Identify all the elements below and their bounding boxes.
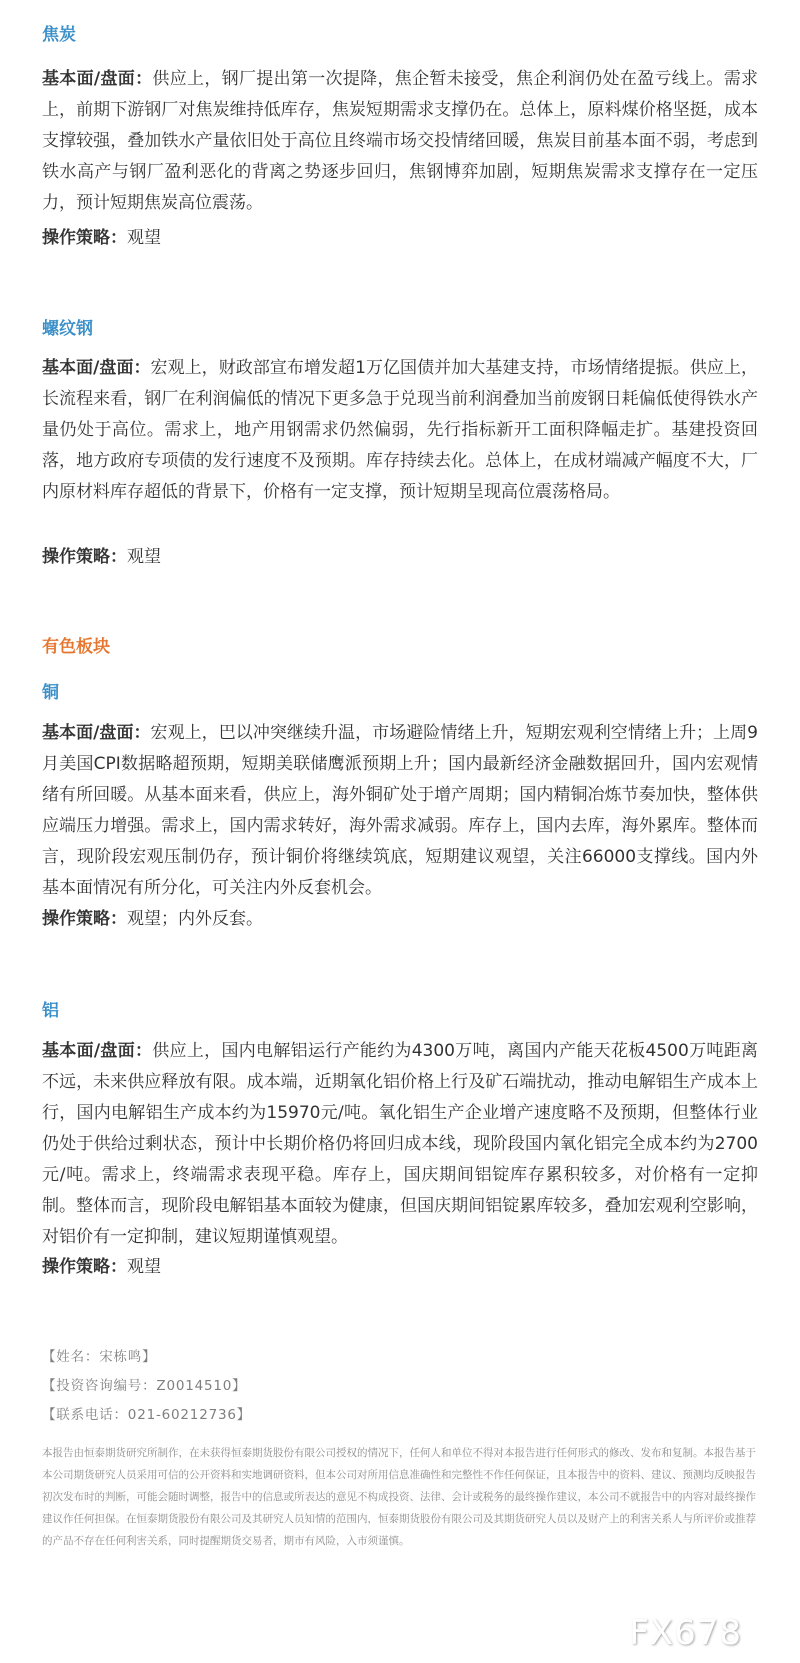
aluminum-basis-text: 供应上，国内电解铝运行产能约为4300万吨，离国内产能天花板4500万吨距离不远，未来供应释放有限。成本端，近期氧化铝价格上行及矿石端扰动，推动电解铝生产成本上行，国内电解铝生产成本约为15970元/吨。氧化铝生产企业增产速度略不及预期，但整体行业仍处于供给过剩状态，预计中长期价格仍将回归成本线，现阶段国内氧化铝完全成本约为2700元/吨。需求上，终端需求表现平稳。库存上，国庆期间铝锭库存累积较多，对价格有一定抑制。整体而言，现阶段电解铝基本面较为健康，但国庆期间铝锭累库较多，叠加宏观利空影响，对铝价有一定抑制，建议短期谨慎观望。 xyxy=(42,1041,758,1247)
coke-strategy-text: 观望 xyxy=(127,228,161,248)
copper-basis-text: 宏观上，巴以冲突继续升温，市场避险情绪上升，短期宏观利空情绪上升；上周9月美国CPI数据略超预期，短期美联储鹰派预期上升；国内最新经济金融数据回升，国内宏观情绪有所回暖。从基本面来看，供应上，海外铜矿处于增产周期；国内精铜冶炼节奏加快，整体供应端压力增强。需求上，国内需求转好，海外需求减弱。库存上，国内去库，海外累库。整体而言，现阶段宏观压制仍存，预计铜价将继续筑底，短期建议观望，关注66000支撑线。国内外基本面情况有所分化，可关注内外反套机会。 xyxy=(42,723,758,898)
coke-strategy-label: 操作策略： xyxy=(42,228,127,248)
copper-strategy-text: 观望；内外反套。 xyxy=(127,909,263,929)
copper-strategy-label: 操作策略： xyxy=(42,909,127,929)
aluminum-basis-paragraph xyxy=(42,1036,758,1253)
contact-license: 【投资咨询编号：Z0014510】 xyxy=(42,1378,247,1394)
copper-basis-label: 基本面/盘面： xyxy=(42,723,151,743)
coke-basis-label: 基本面/盘面： xyxy=(42,69,153,89)
copper-strategy xyxy=(42,904,758,935)
rebar-basis-paragraph xyxy=(42,353,758,508)
coke-strategy xyxy=(42,223,758,254)
aluminum-strategy xyxy=(42,1252,758,1283)
rebar-basis-label: 基本面/盘面： xyxy=(42,358,151,378)
coke-basis-paragraph xyxy=(42,64,758,219)
section-title-rebar: 螺纹钢 xyxy=(42,319,93,339)
disclaimer-text: 本报告由恒泰期货研究所制作，在未获得恒泰期货股份有限公司授权的情况下，任何人和单位不得对本报告进行任何形式的修改、发布和复制。本报告基于本公司期货研究人员采用可信的公开资料和实地调研资料，但本公司对所用信息准确性和完整性不作任何保证，且本报告中的资料、建议、预测均反映报告初次发布时的判断，可能会随时调整，报告中的信息或所表达的意见不构成投资、法律、会计或税务的最终操作建议，本公司不就报告中的内容对最终操作建议作任何担保。在恒泰期货股份有限公司及其研究人员知情的范围内，恒泰期货股份有限公司及其期货研究人员以及财产上的利害关系人与所评价或推荐的产品不存在任何利害关系，同时提醒期货交易者，期市有风险，入市须谨慎。 xyxy=(42,1447,756,1547)
rebar-basis-text: 宏观上，财政部宣布增发超1万亿国债并加大基建支持，市场情绪提振。供应上，长流程来看，钢厂在利润偏低的情况下更多急于兑现当前利润叠加当前废钢日耗偏低使得铁水产量仍处于高位。需求上，地产用钢需求仍然偏弱，先行指标新开工面积降幅走扩。基建投资回落，地方政府专项债的发行速度不及预期。库存持续去化。总体上，在成材端减产幅度不大，厂内原材料库存超低的背景下，价格有一定支撑，预计短期呈现高位震荡格局。 xyxy=(42,358,758,502)
copper-basis-paragraph xyxy=(42,718,758,904)
aluminum-basis-label: 基本面/盘面： xyxy=(42,1041,153,1061)
section-title-coke: 焦炭 xyxy=(42,25,76,45)
section-title-nonferrous: 有色板块 xyxy=(42,637,110,657)
aluminum-strategy-label: 操作策略： xyxy=(42,1257,127,1277)
section-title-aluminum: 铝 xyxy=(42,1001,59,1021)
coke-basis-text: 供应上，钢厂提出第一次提降，焦企暂未接受，焦企利润仍处在盈亏线上。需求上，前期下游钢厂对焦炭维持低库存，焦炭短期需求支撑仍在。总体上，原料煤价格坚挺，成本支撑较强，叠加铁水产量依旧处于高位且终端市场交投情绪回暖，焦炭目前基本面不弱，考虑到铁水高产与钢厂盈利恶化的背离之势逐步回归，焦钢博弈加剧，短期焦炭需求支撑存在一定压力，预计短期焦炭高位震荡。 xyxy=(42,69,759,213)
rebar-strategy xyxy=(42,542,758,573)
rebar-strategy-label: 操作策略： xyxy=(42,547,127,567)
aluminum-strategy-text: 观望 xyxy=(127,1257,161,1277)
contact-phone: 【联系电话：021-60212736】 xyxy=(42,1407,252,1423)
rebar-strategy-text: 观望 xyxy=(127,547,161,567)
section-title-copper: 铜 xyxy=(42,683,59,703)
watermark-logo: FX678 xyxy=(629,1613,742,1653)
contact-name: 【姓名：宋栋鸣】 xyxy=(42,1349,157,1365)
